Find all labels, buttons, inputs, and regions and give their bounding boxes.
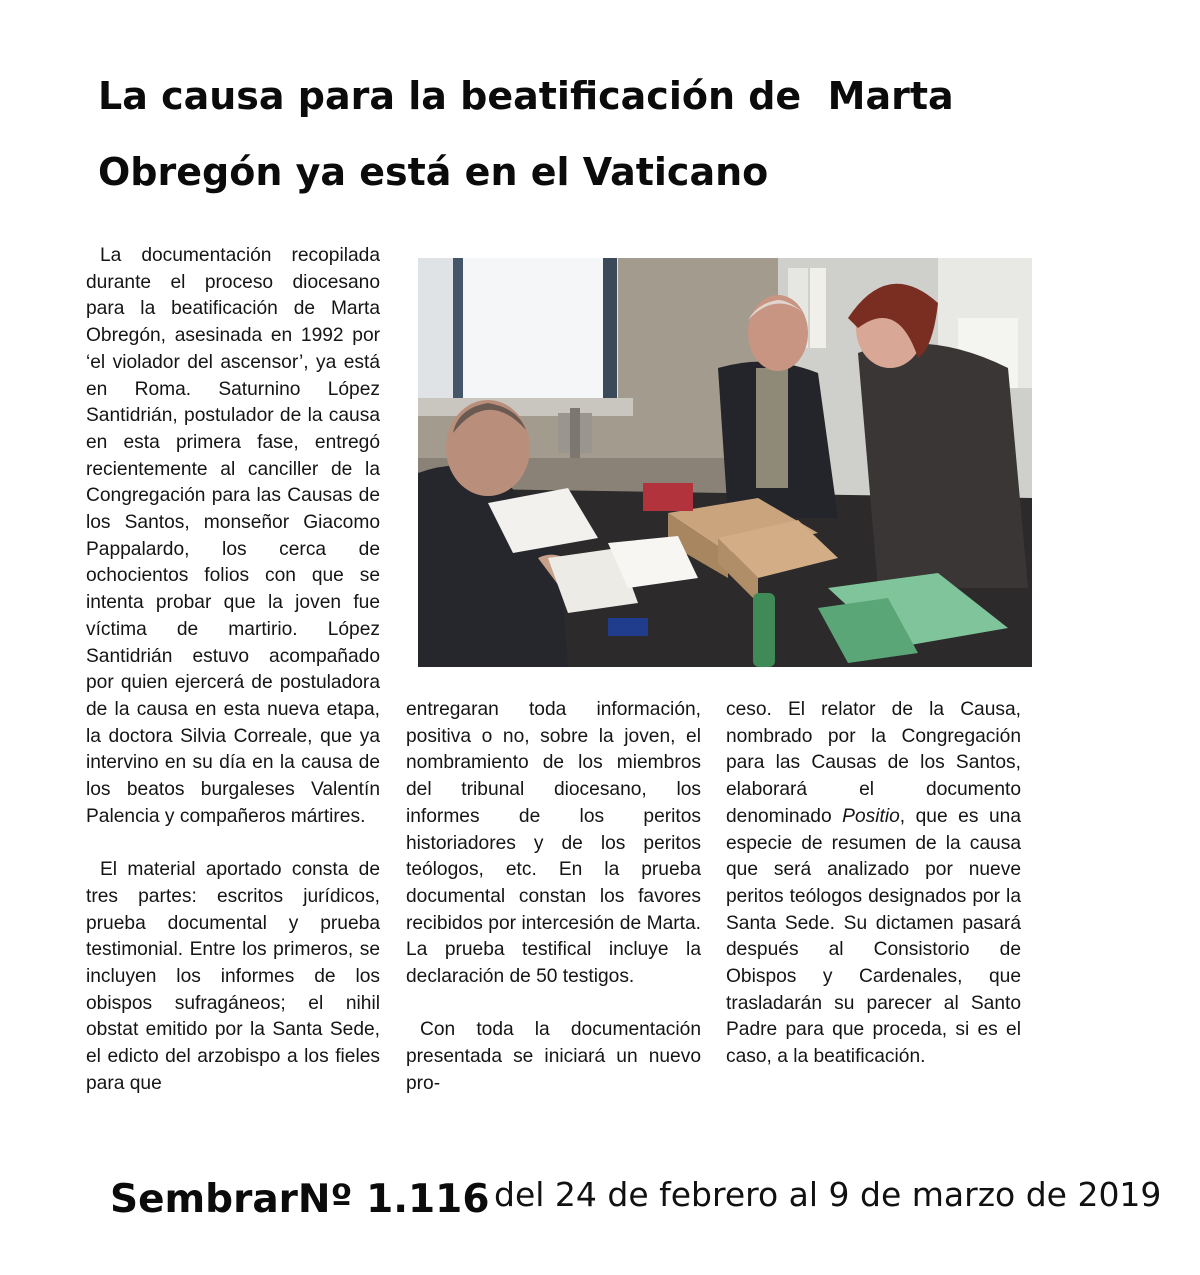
paragraph: Con toda la documentación presentada se iniciará un nuevo pro- — [406, 1019, 701, 1094]
headline-line-1: La causa para la beatificación de Marta — [98, 74, 954, 118]
photo-illustration — [418, 258, 1032, 667]
article-column-3 — [726, 697, 1021, 1071]
paragraph-text: ceso. El relator de la Causa, nombrado por la Congregación para las Causas de los Santos, elaborará el documento denominado — [726, 699, 1021, 827]
paragraph — [726, 697, 1021, 1071]
article-photo — [418, 258, 1032, 667]
paragraph-text: , que es una especie de resumen de la causa que será analizado por nueve peritos teólogos designados por la Santa Sede. Su dictamen pasará después al Consistorio de Obispos y Cardenales, que trasladarán su parecer al Santo Padre para que proceda, si es el caso, a la beatificación. — [726, 805, 1021, 1068]
paragraph: entregaran toda información, positiva o no, sobre la joven, el nombramiento de los miembros del tribunal diocesano, los informes de los peritos historiadores y de los peritos teólogos, etc. En la prueba documental constan los favores recibidos por intercesión de Marta. La prueba testifical incluye la declaración de 50 testigos. — [406, 699, 701, 988]
article-column-1 — [86, 243, 380, 1097]
paragraph: La documentación recopilada durante el proceso diocesano para la beatificación de Marta Obregón, asesinada en 1992 por ‘el violador del ascensor’, ya está en Roma. Saturnino López Santidrián, postulador de la causa en esta primera fase, entregó recientemente al canciller de la Congregación para las Causas de los Santos, monseñor Giacomo Pappalardo, los cerca de ochocientos folios con que se intenta probar que la joven fue víctima de martirio. López Santidrián estuvo acompañado por quien ejercerá de postuladora de la causa en esta nueva etapa, la doctora Silvia Correale, que ya intervino en su día en la causa de los beatos burgaleses Valentín Palencia y compañeros mártires. — [86, 245, 380, 827]
publication-dates: del 24 de febrero al 9 de marzo de 2019 — [494, 1175, 1162, 1214]
paragraph: El material aportado consta de tres partes: escritos jurídicos, prueba documental y prueba testimonial. Entre los primeros, se incluyen los informes de los obispos sufragáneos; el nihil obstat emitido por la Santa Sede, el edicto del arzobispo a los fieles para que — [86, 859, 380, 1094]
italic-term: Positio — [842, 805, 900, 827]
article-headline — [98, 58, 1098, 210]
headline-line-2: Obregón ya está en el Vaticano — [98, 150, 769, 194]
publication-issue: SembrarNº 1.116 — [110, 1177, 490, 1222]
article-column-2 — [406, 697, 701, 1098]
